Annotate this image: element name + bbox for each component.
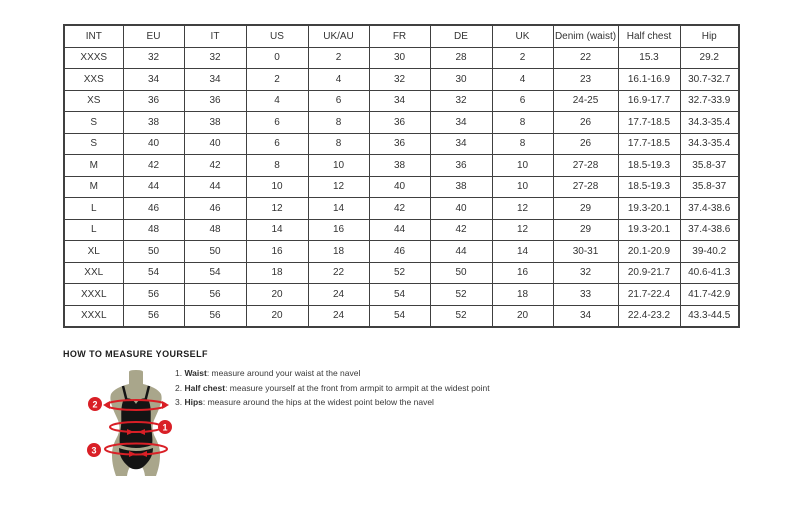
column-header: FR: [369, 25, 430, 47]
size-value-cell: 34: [553, 305, 618, 327]
step-text: : measure yourself at the front from armpit to armpit at the widest point: [225, 382, 490, 393]
size-value-cell: 42: [369, 198, 430, 220]
size-value-cell: 35.8-37: [680, 176, 739, 198]
size-value-cell: 19.3-20.1: [618, 219, 680, 241]
size-value-cell: 6: [492, 90, 553, 112]
size-value-cell: 15.3: [618, 47, 680, 69]
measurement-figure: [78, 369, 190, 481]
size-value-cell: 42: [184, 155, 246, 177]
size-value-cell: 40.6-41.3: [680, 262, 739, 284]
step-text: : measure around your waist at the navel: [206, 368, 361, 378]
size-value-cell: 28: [430, 47, 492, 69]
badge-hips: [87, 443, 101, 457]
table-row: [64, 176, 739, 198]
size-value-cell: 29.2: [680, 47, 739, 69]
size-value-cell: 42: [430, 219, 492, 241]
table-row: [64, 262, 739, 284]
column-header: UK: [492, 25, 553, 47]
size-value-cell: 18: [492, 284, 553, 306]
table-row: [64, 155, 739, 177]
size-value-cell: 38: [369, 155, 430, 177]
size-value-cell: 46: [184, 198, 246, 220]
table-row: [64, 241, 739, 263]
size-label-cell: XXS: [64, 69, 123, 91]
size-value-cell: 40: [369, 176, 430, 198]
size-value-cell: 30.7-32.7: [680, 69, 739, 91]
size-value-cell: 27-28: [553, 155, 618, 177]
measure-heading: HOW TO MEASURE YOURSELF: [63, 349, 208, 359]
size-value-cell: 56: [123, 284, 184, 306]
size-value-cell: 50: [123, 241, 184, 263]
size-value-cell: 6: [246, 133, 308, 155]
size-label-cell: XL: [64, 241, 123, 263]
size-label-cell: S: [64, 133, 123, 155]
size-value-cell: 24-25: [553, 90, 618, 112]
size-value-cell: 4: [492, 69, 553, 91]
badge-waist: [158, 420, 172, 434]
size-value-cell: 8: [308, 133, 369, 155]
size-value-cell: 36: [369, 112, 430, 134]
size-value-cell: 44: [430, 241, 492, 263]
size-label-cell: XXXS: [64, 47, 123, 69]
size-value-cell: 41.7-42.9: [680, 284, 739, 306]
size-value-cell: 46: [369, 241, 430, 263]
size-label-cell: L: [64, 198, 123, 220]
size-value-cell: 22: [308, 262, 369, 284]
size-value-cell: 50: [430, 262, 492, 284]
size-value-cell: 20: [492, 305, 553, 327]
size-value-cell: 27-28: [553, 176, 618, 198]
step-term: Half chest: [184, 382, 226, 393]
size-value-cell: 48: [184, 219, 246, 241]
size-value-cell: 16: [308, 219, 369, 241]
size-value-cell: 36: [123, 90, 184, 112]
measure-step: [175, 381, 490, 396]
size-value-cell: 21.7-22.4: [618, 284, 680, 306]
size-value-cell: 16.1-16.9: [618, 69, 680, 91]
size-value-cell: 8: [246, 155, 308, 177]
size-value-cell: 14: [492, 241, 553, 263]
step-number: 3.: [175, 397, 185, 408]
size-chart-table: [63, 24, 740, 328]
size-value-cell: 23: [553, 69, 618, 91]
size-label-cell: XXL: [64, 262, 123, 284]
size-value-cell: 46: [123, 198, 184, 220]
size-value-cell: 42: [123, 155, 184, 177]
size-value-cell: 52: [430, 284, 492, 306]
column-header: Half chest: [618, 25, 680, 47]
size-value-cell: 54: [369, 284, 430, 306]
size-value-cell: 38: [430, 176, 492, 198]
size-value-cell: 26: [553, 133, 618, 155]
size-value-cell: 12: [246, 198, 308, 220]
size-value-cell: 37.4-38.6: [680, 198, 739, 220]
size-value-cell: 29: [553, 219, 618, 241]
size-value-cell: 26: [553, 112, 618, 134]
size-value-cell: 20.9-21.7: [618, 262, 680, 284]
size-value-cell: 16: [492, 262, 553, 284]
size-value-cell: 18.5-19.3: [618, 155, 680, 177]
size-value-cell: 6: [308, 90, 369, 112]
measure-steps: [175, 366, 490, 410]
size-value-cell: 4: [246, 90, 308, 112]
size-value-cell: 18.5-19.3: [618, 176, 680, 198]
size-value-cell: 30: [430, 69, 492, 91]
size-value-cell: 44: [184, 176, 246, 198]
table-header-row: [64, 25, 739, 47]
size-label-cell: M: [64, 176, 123, 198]
step-number: 1.: [175, 368, 185, 378]
size-value-cell: 24: [308, 305, 369, 327]
size-value-cell: 48: [123, 219, 184, 241]
size-value-cell: 54: [184, 262, 246, 284]
size-label-cell: M: [64, 155, 123, 177]
size-value-cell: 22.4-23.2: [618, 305, 680, 327]
size-value-cell: 30-31: [553, 241, 618, 263]
size-value-cell: 17.7-18.5: [618, 112, 680, 134]
size-value-cell: 32: [430, 90, 492, 112]
column-header: IT: [184, 25, 246, 47]
size-label-cell: L: [64, 219, 123, 241]
size-label-cell: XXXL: [64, 284, 123, 306]
size-value-cell: 56: [123, 305, 184, 327]
badge-half-chest: [88, 397, 102, 411]
size-value-cell: 54: [123, 262, 184, 284]
size-value-cell: 40: [184, 133, 246, 155]
size-value-cell: 32: [123, 47, 184, 69]
size-value-cell: 44: [123, 176, 184, 198]
table-row: [64, 90, 739, 112]
column-header: DE: [430, 25, 492, 47]
size-value-cell: 14: [246, 219, 308, 241]
size-value-cell: 12: [492, 198, 553, 220]
size-value-cell: 10: [308, 155, 369, 177]
step-number: 2.: [175, 382, 185, 393]
step-text: : measure around the hips at the widest point below the navel: [202, 397, 434, 408]
size-value-cell: 34: [430, 133, 492, 155]
table-row: [64, 305, 739, 327]
size-value-cell: 18: [308, 241, 369, 263]
size-label-cell: S: [64, 112, 123, 134]
size-value-cell: 34: [184, 69, 246, 91]
column-header: US: [246, 25, 308, 47]
size-value-cell: 39-40.2: [680, 241, 739, 263]
size-value-cell: 56: [184, 284, 246, 306]
size-value-cell: 10: [492, 155, 553, 177]
size-value-cell: 8: [492, 133, 553, 155]
size-value-cell: 32: [553, 262, 618, 284]
size-value-cell: 36: [184, 90, 246, 112]
size-value-cell: 10: [492, 176, 553, 198]
column-header: INT: [64, 25, 123, 47]
size-value-cell: 12: [492, 219, 553, 241]
size-value-cell: 6: [246, 112, 308, 134]
size-value-cell: 40: [430, 198, 492, 220]
size-value-cell: 2: [246, 69, 308, 91]
size-value-cell: 19.3-20.1: [618, 198, 680, 220]
size-value-cell: 36: [430, 155, 492, 177]
size-value-cell: 36: [369, 133, 430, 155]
size-value-cell: 43.3-44.5: [680, 305, 739, 327]
size-value-cell: 32.7-33.9: [680, 90, 739, 112]
column-header: Denim (waist): [553, 25, 618, 47]
size-value-cell: 17.7-18.5: [618, 133, 680, 155]
size-value-cell: 16.9-17.7: [618, 90, 680, 112]
badge-hips-number: 3: [91, 445, 97, 456]
size-value-cell: 0: [246, 47, 308, 69]
size-value-cell: 38: [184, 112, 246, 134]
size-value-cell: 44: [369, 219, 430, 241]
size-value-cell: 34: [123, 69, 184, 91]
size-value-cell: 32: [369, 69, 430, 91]
column-header: Hip: [680, 25, 739, 47]
table-row: [64, 112, 739, 134]
size-value-cell: 32: [184, 47, 246, 69]
measure-step: [175, 395, 490, 410]
size-value-cell: 14: [308, 198, 369, 220]
table-row: [64, 198, 739, 220]
size-value-cell: 33: [553, 284, 618, 306]
badge-waist-number: 1: [162, 422, 168, 433]
size-value-cell: 34: [430, 112, 492, 134]
size-value-cell: 2: [308, 47, 369, 69]
size-value-cell: 34: [369, 90, 430, 112]
size-value-cell: 22: [553, 47, 618, 69]
size-value-cell: 18: [246, 262, 308, 284]
size-value-cell: 20.1-20.9: [618, 241, 680, 263]
size-value-cell: 4: [308, 69, 369, 91]
size-value-cell: 24: [308, 284, 369, 306]
size-value-cell: 50: [184, 241, 246, 263]
table-row: [64, 47, 739, 69]
size-value-cell: 20: [246, 284, 308, 306]
size-value-cell: 30: [369, 47, 430, 69]
badge-chest-number: 2: [92, 399, 98, 410]
size-value-cell: 34.3-35.4: [680, 112, 739, 134]
size-value-cell: 52: [430, 305, 492, 327]
size-value-cell: 29: [553, 198, 618, 220]
table-row: [64, 219, 739, 241]
size-value-cell: 10: [246, 176, 308, 198]
table-row: [64, 284, 739, 306]
table-row: [64, 69, 739, 91]
column-header: EU: [123, 25, 184, 47]
size-label-cell: XS: [64, 90, 123, 112]
size-value-cell: 2: [492, 47, 553, 69]
size-label-cell: XXXL: [64, 305, 123, 327]
size-value-cell: 12: [308, 176, 369, 198]
size-value-cell: 35.8-37: [680, 155, 739, 177]
size-value-cell: 8: [308, 112, 369, 134]
size-value-cell: 37.4-38.6: [680, 219, 739, 241]
size-value-cell: 34.3-35.4: [680, 133, 739, 155]
size-value-cell: 8: [492, 112, 553, 134]
column-header: UK/AU: [308, 25, 369, 47]
size-value-cell: 16: [246, 241, 308, 263]
size-value-cell: 52: [369, 262, 430, 284]
step-term: Waist: [184, 368, 207, 378]
table-row: [64, 133, 739, 155]
step-term: Hips: [184, 397, 203, 408]
size-value-cell: 54: [369, 305, 430, 327]
size-value-cell: 38: [123, 112, 184, 134]
size-value-cell: 20: [246, 305, 308, 327]
size-value-cell: 56: [184, 305, 246, 327]
size-value-cell: 40: [123, 133, 184, 155]
measure-step: [175, 366, 490, 381]
